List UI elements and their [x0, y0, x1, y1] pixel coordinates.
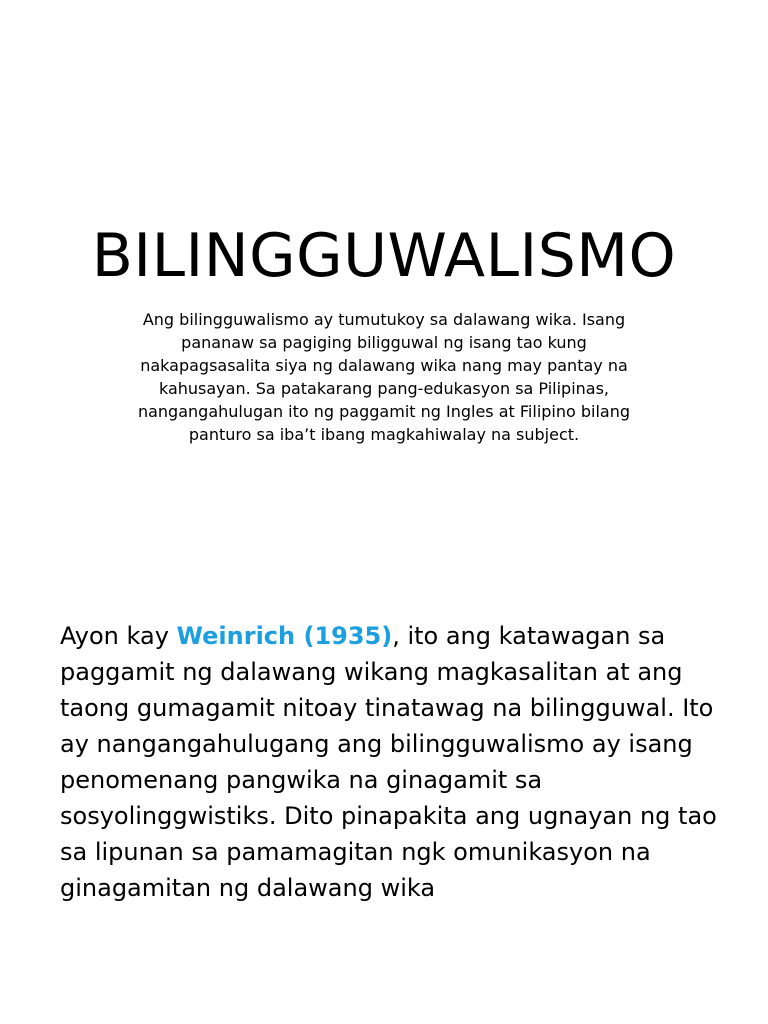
- slide-subtitle: Ang bilingguwalismo ay tumutukoy sa dalawang wika. Isang pananaw sa pagiging biligguwal ng isang tao kung nakapagsasalita siya ng dalawang wika nang may pantay na kahusayan. Sa patakarang pang-edukasyon sa Pilipinas, nangangahulugan ito ng paggamit ng Ingles at Filipino bilang panturo sa iba’t ibang magkahiwalay na subject.: [137, 310, 631, 444]
- slide-title: BILINGGUWALISMO: [91, 221, 677, 291]
- body-intro: Ayon kay: [60, 622, 177, 650]
- body-rest: , ito ang katawagan sa paggamit ng dalawang wikang magkasalitan at ang taong gumagamit nitoay tinatawag na bilingguwal. Ito ay nangangahulugang ang bilingguwalismo ay isang penomenang pangwika na ginagamit sa sosyolinggwistiks. Dito pinapakita ang ugnayan ng tao sa lipunan sa pamamagitan ngk omunikasyon na ginagamitan ng dalawang wika: [60, 622, 717, 902]
- citation-highlight: Weinrich (1935): [176, 622, 393, 650]
- body-paragraph: [60, 618, 720, 906]
